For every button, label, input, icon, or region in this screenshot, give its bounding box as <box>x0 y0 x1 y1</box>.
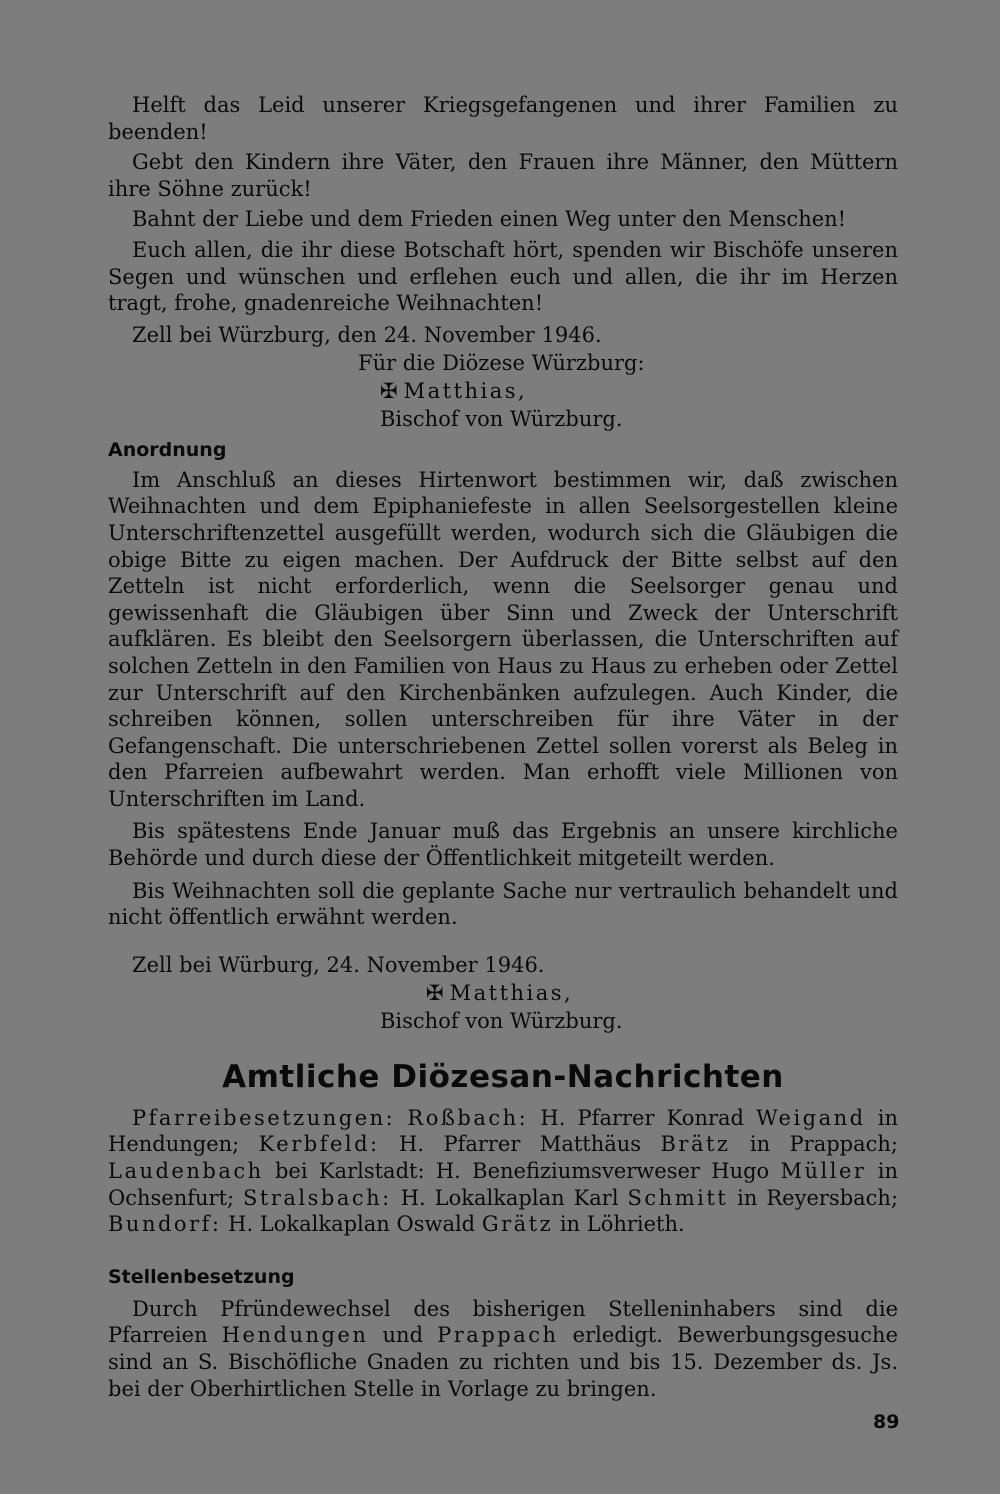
signature-name-line <box>108 377 898 405</box>
vacancy-text: Durch Pfründewechsel des bisherigen Stelleninhabers sind die Pfarreien <box>108 1296 898 1348</box>
bishop-cross-icon: ✠ <box>380 378 398 403</box>
appointment-text: H. Pfarrer Konrad <box>528 1105 757 1130</box>
appointment-text: in Prappach; <box>730 1132 899 1157</box>
appointment-text: in Löhrieth. <box>553 1212 685 1237</box>
stellenbesetzung-heading: Stellenbesetzung <box>108 1265 295 1288</box>
anordnung-signature-title: Bischof von Würzburg. <box>380 1008 623 1033</box>
letter-place-date: Zell bei Würzburg, den 24. November 1946. <box>132 322 602 347</box>
pfarreibesetzungen-paragraph <box>108 1105 898 1238</box>
letter-paragraph: Euch allen, die ihr diese Botschaft hört, spenden wir Bischöfe unseren Segen und wünschen und erflehen euch und allen, die ihr im Herzen tragt, frohe, gnadenreiche Weihnachten! <box>108 237 898 316</box>
letter-paragraph: Gebt den Kindern ihre Väter, den Frauen ihre Männer, den Müttern ihre Söhne zurück! <box>108 150 898 201</box>
anordnung-section <box>108 437 898 1035</box>
letter-paragraph: Helft das Leid unserer Kriegsgefangenen und ihrer Familien zu beenden! <box>108 93 898 144</box>
parish-name: Prappach <box>437 1323 559 1348</box>
signature-for-diocese: Für die Diözese Würzburg: <box>358 350 645 375</box>
letter-paragraph: Bahnt der Liebe und dem Frieden einen Weg unter den Menschen! <box>132 207 847 232</box>
vacancy-text: erledigt. Bewerbungsgesuche sind an S. Bischöfliche Gnaden zu richten und bis 15. Dezember ds. Js. bei der Oberhirtlichen Stelle in Vorlage zu bringen. <box>108 1323 899 1401</box>
diocesan-news-title: Amtliche Diözesan-Nachrichten <box>222 1058 784 1095</box>
pfarrei-label: Pfarreibesetzungen: <box>132 1105 396 1130</box>
appointment-text: H. Lokalkaplan Karl <box>391 1185 628 1210</box>
diocesan-news-section <box>108 1057 898 1402</box>
parish-name: Kerbfeld: <box>258 1132 380 1157</box>
bishop-cross-icon: ✠ <box>426 980 444 1005</box>
anordnung-heading: Anordnung <box>108 438 227 461</box>
priest-surname: Grätz <box>481 1212 554 1237</box>
signature-title: Bischof von Würzburg. <box>380 406 623 431</box>
pastoral-letter-closing <box>108 92 898 433</box>
appointment-text: in Ochsenfurt; <box>108 1159 898 1210</box>
document-page <box>108 92 898 1408</box>
vacancy-text: und <box>368 1323 438 1348</box>
appointment-text: H. Lokalkaplan Oswald <box>221 1212 482 1237</box>
appointment-text: bei Karlstadt: H. Benefiziumsverweser Hugo <box>263 1159 781 1184</box>
anordnung-paragraph: Bis Weihnachten soll die geplante Sache nur vertraulich behandelt und nicht öffentlich erwähnt werden. <box>108 878 898 930</box>
priest-surname: Schmitt <box>627 1185 729 1210</box>
page-number: 89 <box>873 1411 900 1433</box>
appointment-text: in Hendungen; <box>108 1105 898 1157</box>
parish-name: Laudenbach <box>108 1159 264 1184</box>
anordnung-paragraph: Bis spätestens Ende Januar muß das Ergebnis an unsere kirchliche Behörde und durch diese der Öffentlichkeit mitgeteilt werden. <box>108 819 898 871</box>
parish-name: Stralsbach: <box>243 1185 392 1210</box>
appointment-text: H. Pfarrer Matthäus <box>379 1132 661 1157</box>
priest-surname: Müller <box>780 1159 867 1184</box>
anordnung-paragraph: Im Anschluß an dieses Hirtenwort bestimmen wir, daß zwischen Weihnachten und dem Epiphaniefeste in allen Seelsorgestellen kleine Unterschriftenzettel ausgefüllt werden, wodurch sich die Gläubigen die obige Bitte zu eigen machen. Der Aufdruck der Bitte selbst auf den Zetteln ist nicht erforderlich, wenn die Seelsorger genau und gewissenhaft die Gläubigen über Sinn und Zweck der Unterschrift aufklären. Es bleibt den Seelsorgern überlassen, die Unterschriften auf solchen Zetteln in den Familien von Haus zu Haus zu erheben oder Zettel zur Unterschrift auf den Kirchenbänken aufzulegen. Auch Kinder, die schreiben können, sollen unterschreiben für ihre Väter in der Gefangenschaft. Die unterschriebenen Zettel sollen vorerst als Beleg in den Pfarreien aufbewahrt werden. Man erhofft viele Millionen von Unterschriften im Land. <box>108 467 898 811</box>
priest-surname: Weigand <box>756 1105 866 1130</box>
anordnung-place-date: Zell bei Würburg, 24. November 1946. <box>132 952 545 977</box>
parish-name: Roßbach: <box>407 1105 529 1130</box>
stellenbesetzung-paragraph <box>108 1296 898 1402</box>
anordnung-signature-name-line <box>108 979 898 1007</box>
signature-name: Matthias, <box>403 378 528 403</box>
parish-name: Bundorf: <box>108 1212 222 1237</box>
appointment-text: in Reyersbach; <box>728 1185 899 1210</box>
parish-name: Hendungen <box>221 1323 369 1348</box>
priest-surname: Brätz <box>660 1132 731 1157</box>
anordnung-signature-name: Matthias, <box>449 980 574 1005</box>
